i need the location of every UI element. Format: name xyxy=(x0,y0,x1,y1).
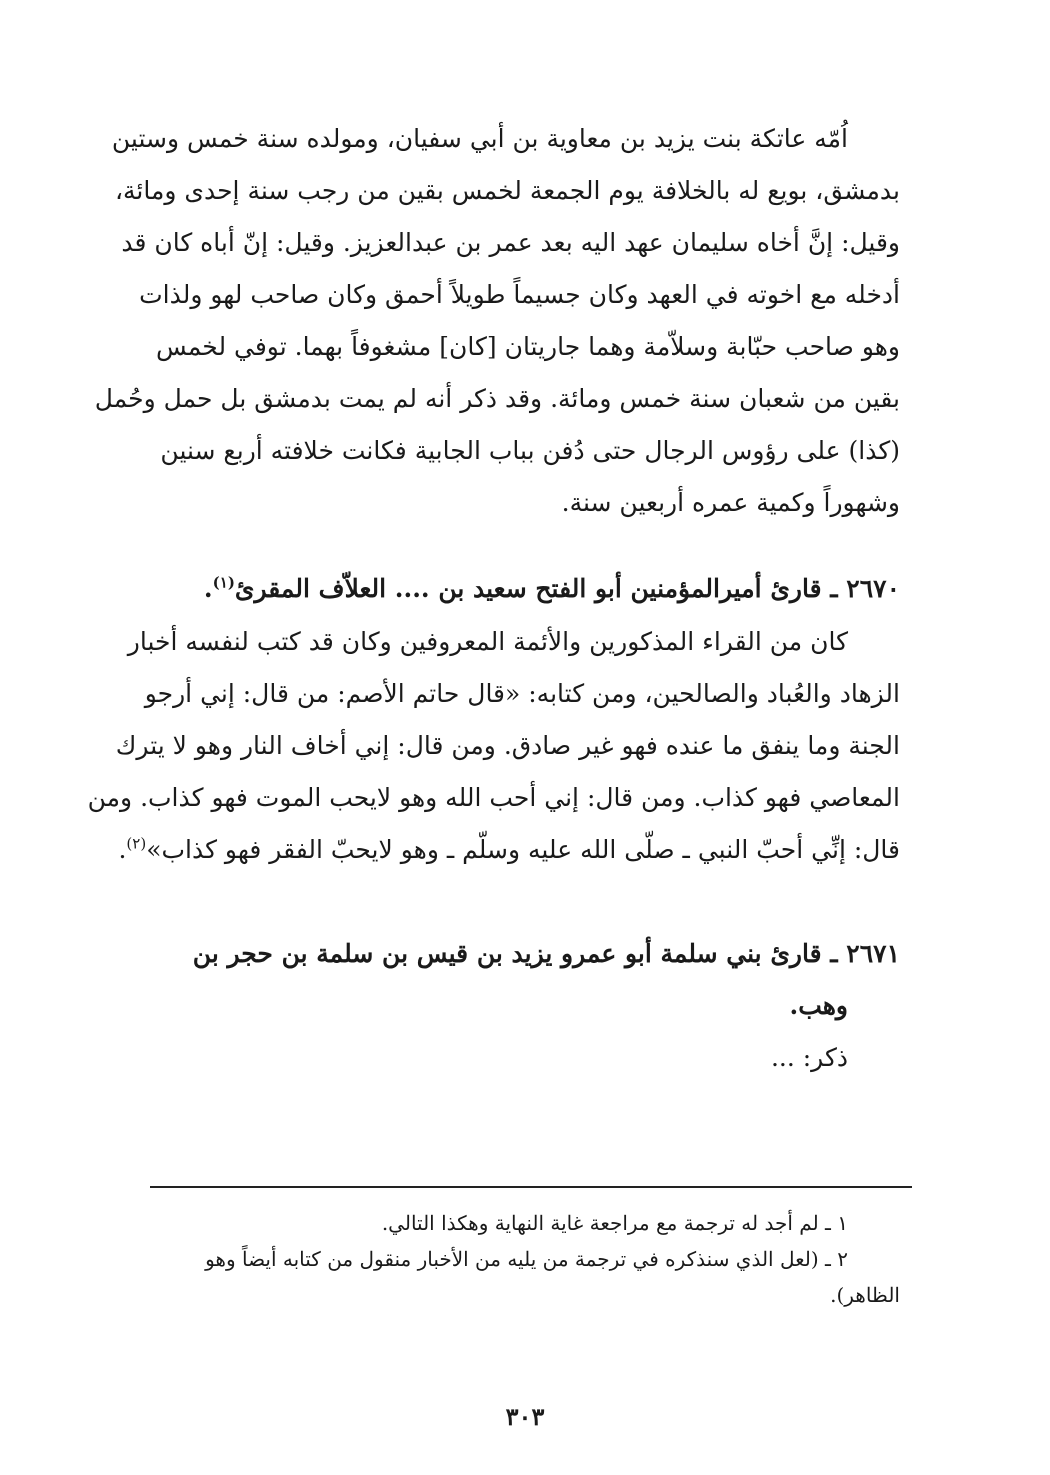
footnote-divider xyxy=(150,1186,912,1188)
text-line: أدخله مع اخوته في العهد وكان جسيماً طويلاً أحمق وكان صاحب لهو ولذات xyxy=(139,280,900,309)
text-line: بقين من شعبان سنة خمس ومائة. وقد ذكر أنه لم يمت بدمشق بل حمل وحُمل xyxy=(94,384,900,413)
entry-2670-body xyxy=(87,616,900,876)
line-end: . xyxy=(118,835,127,864)
text-line: كان من القراء المذكورين والأئمة المعروفين وكان قد كتب لنفسه أخبار xyxy=(127,627,848,656)
bio-continuation xyxy=(94,113,900,529)
text-line: ذكر: ... xyxy=(770,1043,848,1072)
text-line: (كذا) على رؤوس الرجال حتى دُفن بباب الجابية فكانت خلافته أربع سنين xyxy=(160,436,900,465)
entry-2671-heading xyxy=(144,928,900,1032)
text-line: وشهوراً وكمية عمره أربعين سنة. xyxy=(561,488,900,517)
footnote: ٢ ـ (لعل الذي سنذكره في ترجمة من يليه من الأخبار منقول من كتابه أيضاً وهو xyxy=(205,1247,848,1271)
text-line: الزهاد والعُباد والصالحين، ومن كتابه: «قال حاتم الأصم: من قال: إني أرجو xyxy=(144,679,900,708)
footnotes xyxy=(144,1205,900,1313)
text-line: وقيل: إنَّ أخاه سليمان عهد اليه بعد عمر بن عبدالعزيز. وقيل: إنّ أباه كان قد xyxy=(121,228,900,257)
text-line: اُمّه عاتكة بنت يزيد بن معاوية بن أبي سفيان، ومولده سنة خمس وستين xyxy=(111,124,848,153)
page-number: ٣٠٣ xyxy=(505,1402,545,1431)
text-line: وهو صاحب حبّابة وسلاّمة وهما جاريتان [كان] مشغوفاً بهما. توفي لخمس xyxy=(155,332,900,361)
entry-heading: وهب. xyxy=(789,991,848,1020)
text-line: قال: إنِّي أحبّ النبي ـ صلّى الله عليه وسلّم ـ وهو لايحبّ الفقر فهو كذاب» xyxy=(146,835,900,864)
footnote-ref: (١) xyxy=(212,573,235,592)
footnote: الظاهر). xyxy=(830,1283,900,1307)
footnote-ref: (٢) xyxy=(126,834,147,853)
entry-2670-heading xyxy=(144,563,900,615)
entry-heading: ٢٦٧١ ـ قارئ بني سلمة أبو عمرو يزيد بن قيس بن سلمة بن حجر بن xyxy=(192,939,900,968)
text-line: الجنة وما ينفق ما عنده فهو غير صادق. ومن قال: إني أخاف النار وهو لا يترك xyxy=(115,731,900,760)
text-line: المعاصي فهو كذاب. ومن قال: إني أحب الله وهو لايحب الموت فهو كذاب. ومن xyxy=(87,783,900,812)
heading-end: . xyxy=(203,574,213,603)
entry-heading: ٢٦٧٠ ـ قارئ أميرالمؤمنين أبو الفتح سعيد بن .... العلاّف المقرئ xyxy=(234,574,900,603)
text-line: بدمشق، بويع له بالخلافة يوم الجمعة لخمس بقين من رجب سنة إحدى ومائة، xyxy=(114,176,900,205)
entry-2671-body xyxy=(144,1032,900,1084)
footnote: ١ ـ لم أجد له ترجمة مع مراجعة غاية النهاية وهكذا التالي. xyxy=(381,1211,848,1235)
